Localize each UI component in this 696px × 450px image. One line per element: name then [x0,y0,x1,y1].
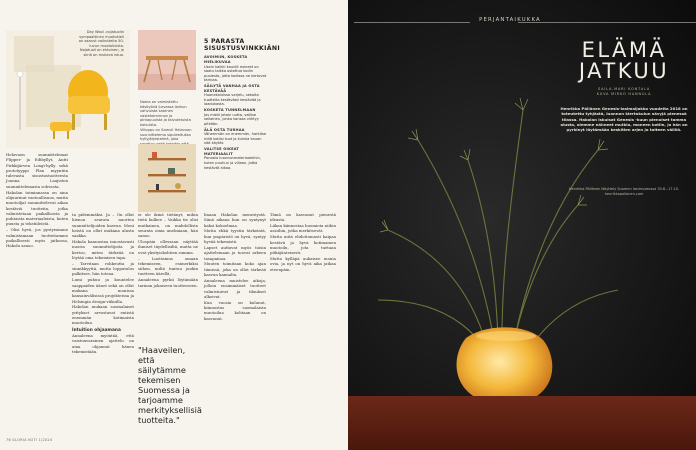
paragraph: Muuten toimitaan koko ajan tiimissä, joka on ollut tärkeää kasvun kannalta. [204,261,266,278]
article-title [554,40,694,82]
body-column-1 [6,152,68,249]
section-subhead: Intuition ohjaamana [72,327,121,333]
paragraph: Annaleena pyrkii löytämään tarinan jokaiseen tuotteeseen. [138,277,198,288]
paragraph: Hakola kannustaa innostavasti nuoria suunnittelijoita ja kertoo, miten tärkeää on löytää oma tekemisen tapa. [72,239,134,260]
paragraph: Hakolan mukaan suomalaiset yritykset arvostavat entistä enemmän kotimaista muotoilua. [72,304,134,326]
tip-text: Huonekaluissa varjelu, sekoita tuotteita kestävästi kestävää ja laadukasta. [204,93,261,107]
body-column-3 [138,212,198,289]
pull-quote: "Haaveilen, että säilytämme tekemisen Suomessa ja tarjoamme merkityksellisiä tuotteita." [138,345,202,425]
right-page [348,0,696,450]
tip-head: AVOIMIIN, KOSKETA MIELIKUVAA [204,55,248,64]
byline-author: SAILA-MARI KONTALA [598,87,650,91]
paragraph: Mutta ehkä tyystin tärkeintä, kun ympäristö on hyvä, syntyy hyvää tekemistä. [204,228,266,245]
chair-caption: Day Wool -nojatuolin sympaattinen muotokieli on saanut vaikutteita 50-luvun muotoiluista. Nojatuoli on ehtoinen, ja siinä on mukava istua. [78,30,124,57]
tip-head: KOSKETA TUNNELMAAN [204,108,256,113]
tip-head: ÄLÄ OSTA TURHAA [204,127,245,132]
sidebar-title: 5 PARASTA SISUSTUSVINKKIÄNI [204,38,280,53]
tip-text: Jos mielii jotain uutta, valitse sellainen, jonka kanssa viihtyy pitkään. [204,112,259,126]
byline [560,87,688,96]
paragraph: – Tarvitaan rohkeutta ja sinnikkyyttä, mutta lopputulos palkitsee, hän toteaa. [72,260,134,277]
paragraph: Mutta mitä ehdottomasti kaipaa kestävä ja hyvä kotimainen muotoilu, jota tuetaan pitkäjänteisesti. [270,234,336,256]
shelf-photo [138,144,196,212]
tip-text: Panosta luonnonmateriaaleihin, kuten puuhun ja villaan, jotka kestävät aikaa. [204,156,261,170]
body-column-5 [270,212,336,273]
paragraph: Annaleena muistelee aikoja, jolloin ensimmäiset tuotteet valmistuivat ja tilaukset alkoivat. [204,277,266,299]
rule-right [518,22,696,23]
paragraph: Kun vuosia on kulunut, kiinnostus suomalaista muotoilua kohtaan on kasvanut. [204,299,266,321]
paragraph: linaan Hakolan menestystä. Siinä aikana kun on syntynyt kaksi kokoelmaa. [204,212,266,228]
paragraph: Ulospäin ollessaan näyttää ihmiset täydellisiltä, mutta ne ovat yksityiskohtien summa. [138,239,198,255]
photo-credit: Henrikka Pöllänen Näyttely Suomen lasimuseossa 30.8.–17.10. henrikkapollanen.com [568,187,680,196]
paragraph: Mutta kylläpä aukaisee monia ovia, ja nyt on hyvä aika jatkaa eteenpäin. [270,256,336,272]
paragraph: ei ole ikinä tietänyt, mihin tietä kulkee – Vaikka tie olisi mutkainen, on mahdollista seurata omia unelmiaan, hän sanoo. [138,212,198,239]
paragraph: Hakolan toiminnassa on aina olijuurinut vastuullisuus, mutta muotoiljat suunnittelevat aikaa kestäviä tuotteita, jotka valmistetaan paikallisista ja puhtaista materiaaleista, kuten puusta ja tekstiileistä. [6,189,68,227]
rule-left [354,22,470,23]
shelf-caption: Viiloppu on Samuli Helavuon suunnittelema sipuleeltuksa hyllyjärjestelmä, joka [140,128,192,141]
byline-photo: KUVA MIRKO HANNULA [596,91,652,96]
paragraph: Helavuon suunnittelemat Flipper- ja Edibyllyt, Antti Pirkkijärven Longi-hylly sekä prototyyppi Plan myyntiin tulevasta sisustustuotteesta Joanna Laajiston suunnittelemasta sohvasta. [6,152,68,189]
table-caption: Noma on valmistettu käsityönä Jurvassa lankun vahvuista saarnen vastetoiminnon ja pintapuuista ja taivutetuista koivuista. [140,100,191,127]
paragraph: Lumi puhuu ja kuuntelee saappaiden äänet sekä on ollut mukana monissa kansainvälisissä projekteissa ja Helsingin design-viikoilla. [72,277,134,304]
tip-head: VALITSE OIKEAT MATERIAALIT [204,147,240,156]
tip-text: Usein kaikki kauniit esineet on saatu taikka ostettua kodin puolesta, jotta kodissa ne kertovat tarinaa. [204,64,267,83]
body-column-2 [72,212,134,355]
table-surface [348,396,696,450]
paragraph: Lapset auttavat myös toisin ajattelemaan ja tuovat arkeen tasapainoa. [204,244,266,261]
paragraph: – Luottamus omaan tekemiseen, esimerkiksi siihen, miltä tuntuu jonkin tuotteen äärellä. [138,255,198,277]
paragraph: Liikaa kiinnostaa huomiota niihin asioihin, jotka merkitsevät. [270,223,336,234]
title-line-1: ELÄMÄ [581,38,667,62]
article-lede: Henrikka Pöllänen Genesis-lasimaljakko vuodelta 2018 on toteutettu tyhjästä, luonnon kiertokulun sävyjä pienessä tilassa. Hakolan iskuisat Genesis -kuun pienoiset tamma alusta, olemme nähneet mutkia, moneen kotiin, ja hän on pyrkinyt löytämään keskitien arjen ja taiteen välillä. [560,106,688,133]
paragraph: Annaleena myöntää, että vaistonvarainen ajattelu on aina ohjannut hänen tekemistään. [72,332,134,354]
tips-list [204,55,268,170]
tip-head: SÄILYTÄ VANHAA JA OSTA KESTÄVÄÄ [204,84,260,93]
paragraph: Tämä on kasvanut pienestä ideasta. [270,212,336,223]
tip-text: Vähemmän on enemmän, harkitse mitä kotiisi tuot ja kuinka kauan sitä käytät. [204,132,267,146]
paragraph: ta pidemmäksi. Ja – On ollut hienoa seurata nuorten suunnittelijoiden kasvua. Moni heistä on ollut mukana alusta saakka. [72,212,134,239]
title-line-2: JATKUU [578,59,670,83]
section-kicker: PERJANTAIKUKKA [479,17,541,23]
paragraph: – Olisi hyvä, jos pystyisimme valmistamaan tuotteitamme paikallisesti myös jatkossa, Hakola sanoo. [6,227,68,249]
table-photo [138,30,196,90]
page-footer: 76 GLORIA KOTI 1/2024 [6,438,53,442]
body-column-4 [204,212,266,322]
tips-sidebar [204,38,336,208]
